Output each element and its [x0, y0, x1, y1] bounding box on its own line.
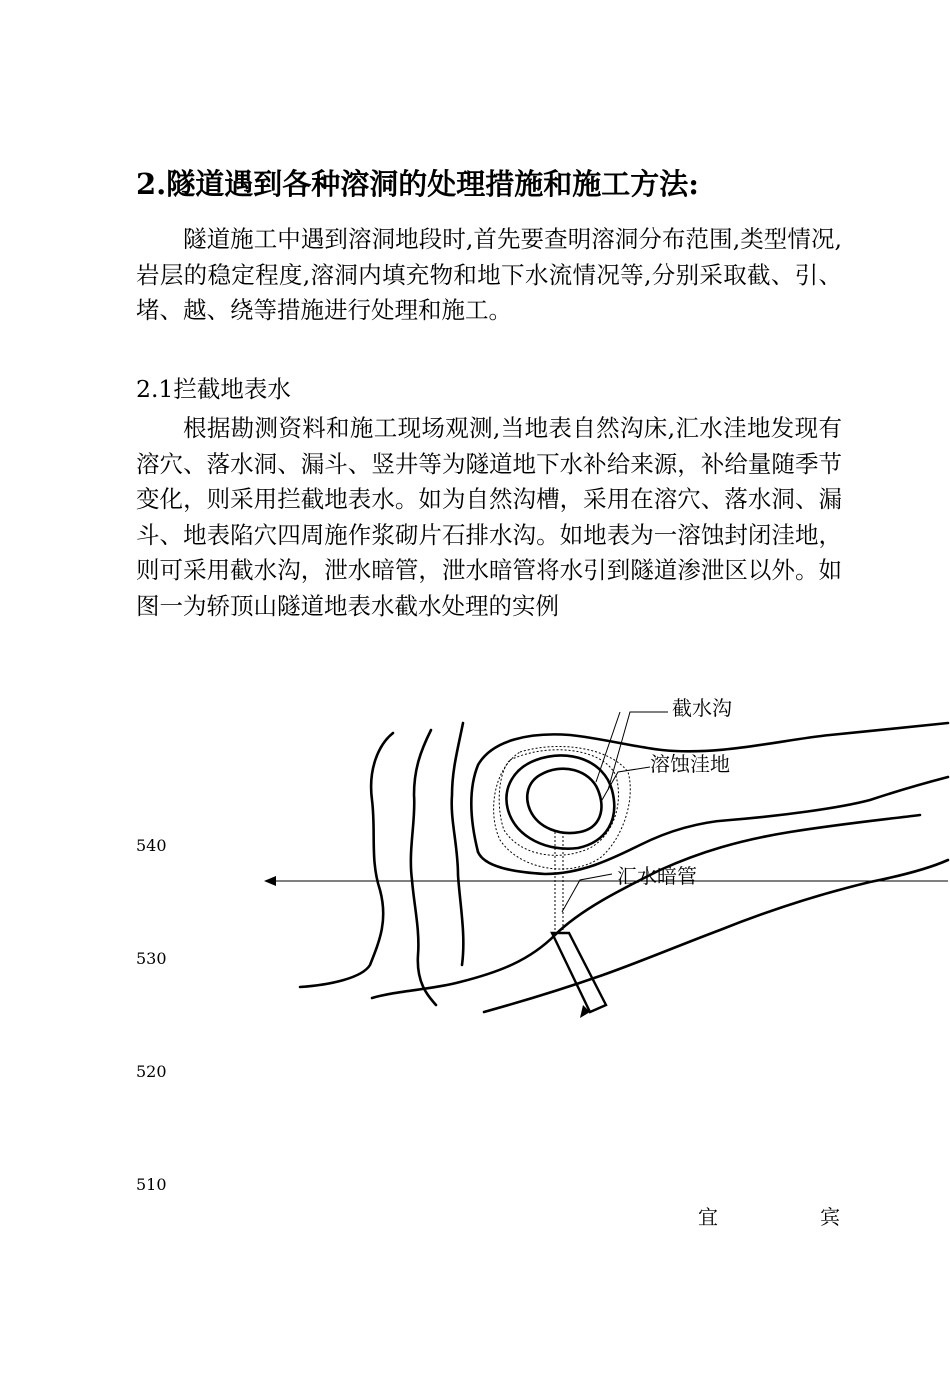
- elevation-label: 510: [136, 1175, 167, 1194]
- elevation-label: 520: [136, 1062, 167, 1081]
- contour-line: [300, 733, 393, 987]
- contour-line: [471, 723, 948, 852]
- place-name-char: 宾: [820, 1205, 840, 1229]
- section-heading: 2.隧道遇到各种溶洞的处理措施和施工方法:: [136, 167, 699, 201]
- label-drain-pipe: 汇水暗管: [617, 864, 697, 888]
- leader-line: [608, 712, 668, 790]
- intercept-ditch-line: [494, 746, 631, 869]
- tunnel-axis-arrow: [264, 876, 276, 886]
- label-intercept-ditch: 截水沟: [672, 696, 732, 720]
- contour-line: [478, 777, 948, 874]
- label-karst-depression: 溶蚀洼地: [650, 752, 730, 776]
- place-name-char: 宜: [698, 1205, 718, 1229]
- subsection-heading: 2.1拦截地表水: [136, 375, 291, 403]
- elevation-label: 530: [136, 949, 167, 968]
- paragraph-surface-water: 根据勘测资料和施工现场观测,当地表自然沟床,汇水洼地发现有溶穴、落水洞、漏斗、竖井等为隧道地下水补给来源，补给量随季节变化，则采用拦截地表水。如为自然沟槽，采用在溶穴、落水洞、漏斗、地表陷穴四周施作浆砌片石排水沟。如地表为一溶蚀封闭洼地，则可采用截水沟，泄水暗管，泄水暗管将水引到隧道渗泄区以外。如图一为轿顶山隧道地表水截水处理的实例: [136, 414, 842, 620]
- contour-map-figure: [0, 685, 950, 1245]
- leader-line: [596, 712, 620, 782]
- leader-line: [562, 874, 612, 912]
- elevation-label: 540: [136, 836, 167, 855]
- outlet-channel: [552, 933, 606, 1012]
- contour-line: [411, 730, 436, 1005]
- contour-line: [527, 769, 601, 833]
- paragraph-intro: 隧道施工中遇到溶洞地段时,首先要查明溶洞分布范围,类型情况,岩层的稳定程度,溶洞内填充物和地下水流情况等,分别采取截、引、堵、越、绕等措施进行处理和施工。: [136, 225, 842, 324]
- contour-line: [452, 723, 464, 965]
